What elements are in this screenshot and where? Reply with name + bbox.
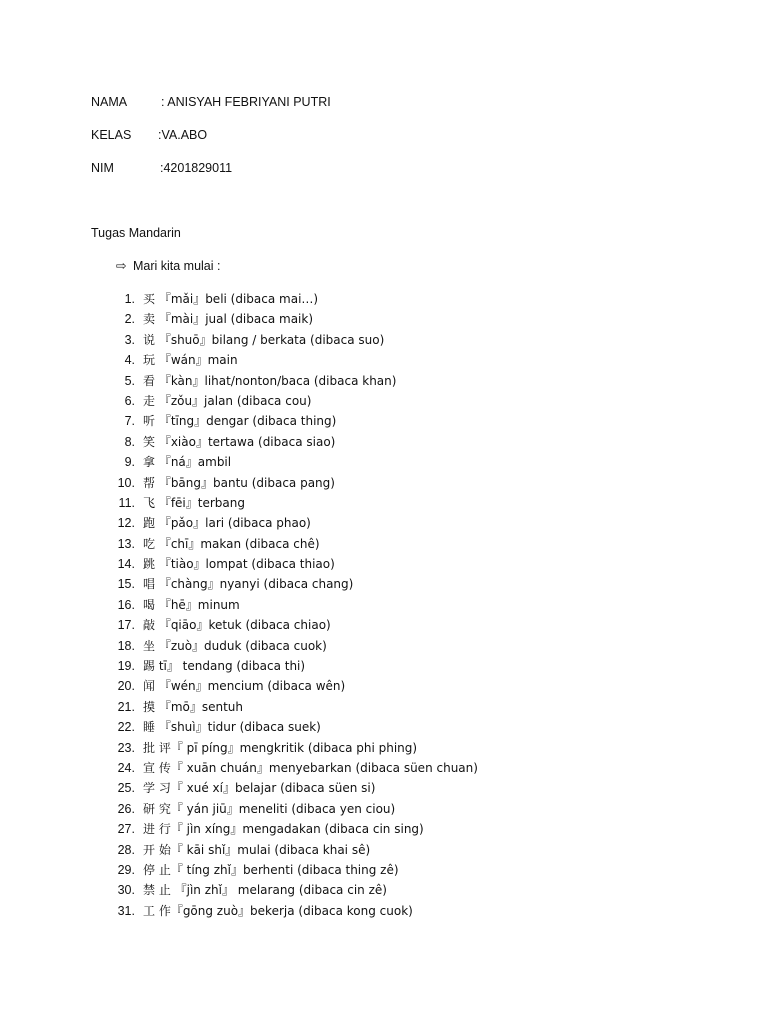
list-item-text: 研 究『 yán jiū』meneliti (dibaca yen ciou) — [143, 801, 396, 816]
list-item-text: 唱 『chàng』nyanyi (dibaca chang) — [143, 577, 354, 592]
list-item-text: 跑 『pǎo』lari (dibaca phao) — [143, 516, 311, 531]
list-item — [109, 291, 478, 311]
list-item-number: 15. — [117, 577, 135, 592]
list-item-text: 走 『zǒu』jalan (dibaca cou) — [143, 393, 312, 408]
list-item-number: 2. — [124, 312, 135, 327]
list-item-text: 看 『kàn』lihat/nonton/baca (dibaca khan) — [143, 373, 397, 388]
list-item-text: 喝 『hē』minum — [143, 597, 240, 612]
list-item-number: 29. — [117, 862, 135, 877]
list-item-number: 8. — [124, 434, 135, 449]
list-item — [109, 801, 478, 821]
list-item — [109, 536, 478, 556]
list-item-number: 18. — [117, 638, 135, 653]
list-item-text: 开 始『 kāi shǐ』mulai (dibaca khai sê) — [143, 842, 371, 857]
list-item — [109, 740, 478, 760]
list-item-number: 25. — [117, 781, 135, 796]
list-item — [109, 903, 478, 923]
list-item — [109, 393, 478, 413]
kelas-value: :VA.ABO — [158, 128, 208, 142]
list-item-text: 踢 tī』 tendang (dibaca thi) — [143, 659, 306, 674]
list-item — [109, 658, 478, 678]
list-item — [109, 719, 478, 739]
list-item-text: 禁 止 『jìn zhǐ』 melarang (dibaca cin zê) — [143, 883, 387, 898]
list-item-number: 23. — [117, 740, 135, 755]
list-item-text: 飞 『fēi』terbang — [143, 495, 245, 510]
list-item-text: 听 『tīng』dengar (dibaca thing) — [143, 414, 337, 429]
list-item — [109, 576, 478, 596]
list-item — [109, 454, 478, 474]
list-item-number: 19. — [117, 659, 135, 674]
arrow-right-icon: ⇨ — [116, 259, 127, 273]
list-item-number: 27. — [117, 822, 135, 837]
list-item — [109, 495, 478, 515]
list-item-text: 帮 『bāng』bantu (dibaca pang) — [143, 475, 335, 490]
list-item — [109, 515, 478, 535]
list-item-number: 31. — [117, 903, 135, 918]
list-item-text: 卖 『mài』jual (dibaca maik) — [143, 312, 314, 327]
list-item — [109, 760, 478, 780]
list-item-number: 21. — [117, 699, 135, 714]
list-item — [109, 352, 478, 372]
list-item-number: 6. — [124, 393, 135, 408]
list-item-number: 10. — [117, 475, 135, 490]
list-item — [109, 862, 478, 882]
list-item-number: 30. — [117, 883, 135, 898]
list-item — [109, 373, 478, 393]
list-item — [109, 842, 478, 862]
list-item-text: 闻 『wén』mencium (dibaca wên) — [143, 679, 346, 694]
nim-value: :4201829011 — [160, 161, 233, 175]
list-item-text: 吃 『chī』makan (dibaca chê) — [143, 536, 320, 551]
list-item-text: 进 行『 jìn xíng』mengadakan (dibaca cin sing) — [143, 822, 424, 837]
list-item-number: 24. — [117, 760, 135, 775]
list-item-number: 26. — [117, 801, 135, 816]
list-item-text: 工 作『gōng zuò』bekerja (dibaca kong cuok) — [143, 903, 413, 918]
list-item — [109, 821, 478, 841]
list-item-number: 20. — [117, 679, 135, 694]
list-item-text: 拿 『ná』ambil — [143, 455, 232, 470]
vocab-list — [109, 291, 478, 923]
list-item-text: 批 评『 pī píng』mengkritik (dibaca phi phing) — [143, 740, 418, 755]
list-item-text: 笑 『xiào』tertawa (dibaca siao) — [143, 434, 336, 449]
list-item-text: 敲 『qiāo』ketuk (dibaca chiao) — [143, 618, 331, 633]
list-item-text: 睡 『shuì』tidur (dibaca suek) — [143, 720, 321, 735]
list-item-number: 12. — [117, 516, 135, 531]
list-item-text: 买 『mǎi』beli (dibaca mai…) — [143, 292, 319, 306]
intro-line — [116, 258, 221, 274]
page-title: Tugas Mandarin — [91, 226, 181, 240]
list-item-number: 13. — [117, 536, 135, 551]
list-item-text: 宣 传『 xuān chuán』menyebarkan (dibaca süen chuan) — [143, 760, 478, 775]
list-item-number: 3. — [124, 332, 135, 347]
list-item-text: 停 止『 tíng zhǐ』berhenti (dibaca thing zê) — [143, 862, 399, 877]
list-item — [109, 678, 478, 698]
list-item-text: 学 习『 xué xí』belajar (dibaca süen si) — [143, 781, 376, 796]
list-item-number: 5. — [124, 373, 135, 388]
list-item-number: 14. — [117, 557, 135, 572]
list-item-number: 7. — [124, 414, 135, 429]
list-item-text: 玩 『wán』main — [143, 353, 238, 368]
list-item-text: 坐 『zuò』duduk (dibaca cuok) — [143, 638, 327, 653]
list-item — [109, 556, 478, 576]
list-item-number: 17. — [117, 618, 135, 633]
list-item — [109, 311, 478, 331]
list-item — [109, 597, 478, 617]
list-item-number: 22. — [117, 720, 135, 735]
list-item — [109, 638, 478, 658]
list-item-number: 11. — [118, 495, 135, 510]
list-item — [109, 434, 478, 454]
list-item-number: 28. — [117, 842, 135, 857]
intro-text: Mari kita mulai : — [132, 259, 221, 273]
kelas-label: KELAS — [91, 128, 132, 142]
list-item — [109, 332, 478, 352]
list-item-number: 4. — [124, 353, 135, 368]
list-item — [109, 780, 478, 800]
list-item-text: 摸 『mō』sentuh — [143, 699, 244, 714]
list-item-text: 跳 『tiào』lompat (dibaca thiao) — [143, 557, 335, 572]
list-item-text: 说 『shuō』bilang / berkata (dibaca suo) — [143, 332, 385, 347]
list-item-number: 16. — [117, 597, 135, 612]
list-item-number: 1. — [124, 292, 135, 306]
list-item — [109, 617, 478, 637]
nim-label: NIM — [91, 161, 114, 175]
list-item-number: 9. — [124, 455, 135, 470]
list-item — [109, 475, 478, 495]
nama-label: NAMA — [91, 95, 128, 109]
list-item — [109, 699, 478, 719]
list-item — [109, 413, 478, 433]
nama-value: : ANISYAH FEBRIYANI PUTRI — [161, 95, 331, 109]
list-item — [109, 882, 478, 902]
